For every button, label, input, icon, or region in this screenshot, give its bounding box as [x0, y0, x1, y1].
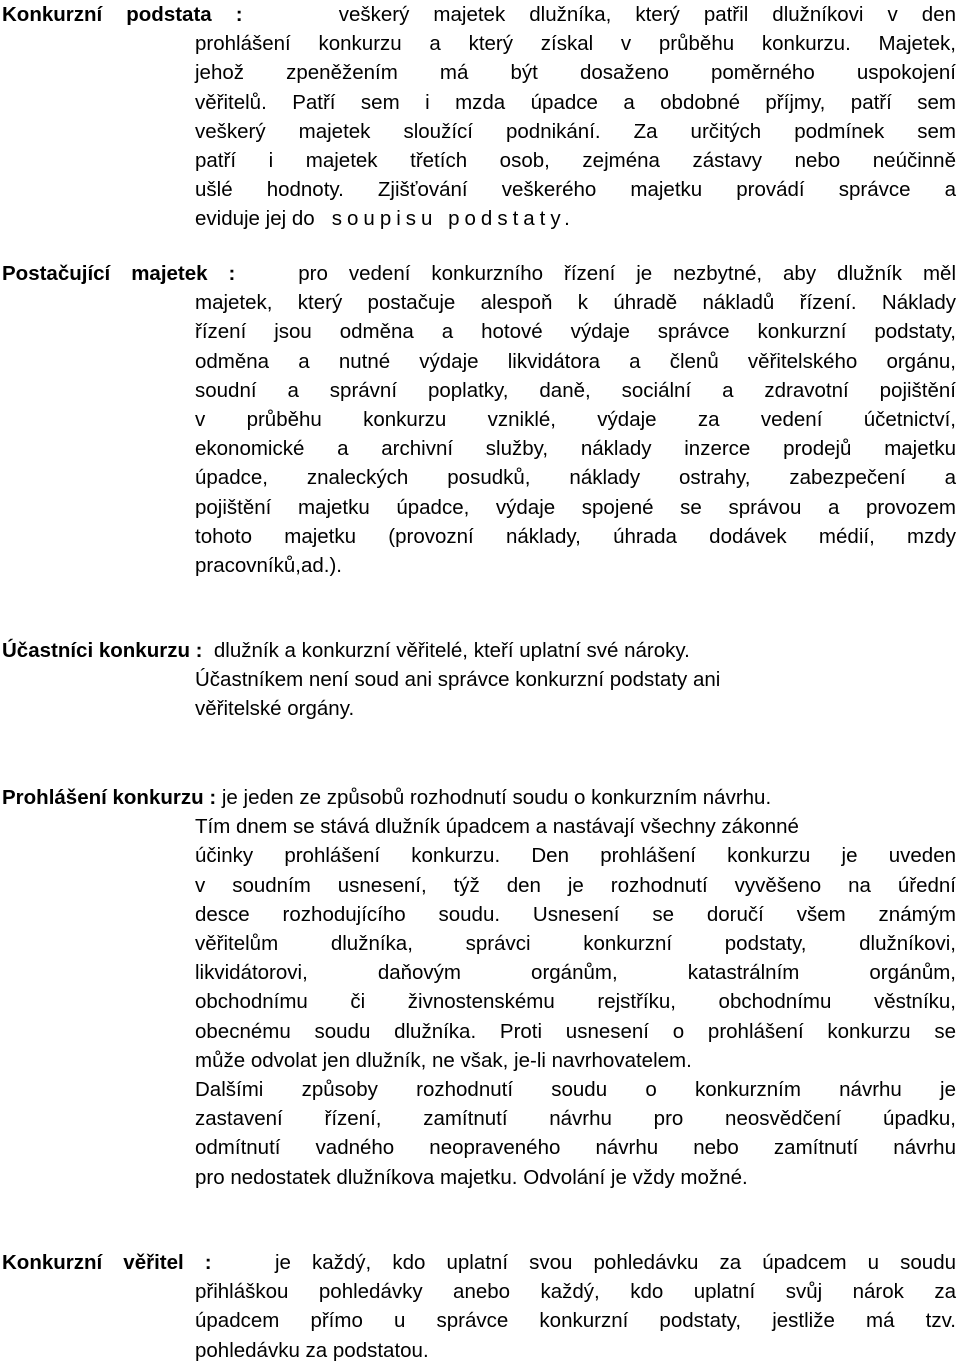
entry-text-line: obchodnímu či živnostenskému rejstříku, obchodnímu věstníku, [195, 990, 956, 1014]
entry-text-line: pracovníků,ad.). [195, 554, 342, 578]
entry-text-line: odmítnutí vadného neopraveného návrhu nebo zamítnutí návrhu [195, 1136, 956, 1160]
entry-text-line: soudní a správní poplatky, daně, sociální a zdravotní pojištění [195, 378, 956, 402]
entry-text-line: v soudním usnesení, týž den je rozhodnutí vyvěšeno na úřední [195, 873, 956, 897]
entry-text-line: tohoto majetku (provozní náklady, úhrada dodávek médií, mzdy [195, 524, 956, 548]
entry-text-fragment: eviduje jej do [195, 207, 315, 231]
entry-first-line [2, 636, 956, 665]
entry-ucastnici-konkurzu [2, 636, 956, 724]
entry-text-line: pro nedostatek dlužníkova majetku. Odvolání je vždy možné. [195, 1165, 748, 1189]
entry-term: Prohlášení konkurzu : [2, 786, 217, 809]
entry-term: Postačující majetek : [2, 262, 236, 285]
entry-text-line: řízení jsou odměna a hotové výdaje správce konkurzní podstaty, [195, 320, 956, 344]
entry-text-line: je jeden ze způsobů rozhodnutí soudu o konkurzním návrhu. [221, 786, 772, 809]
entry-text-line: patří i majetek třetích osob, zejména zástavy nebo neúčinně [195, 149, 956, 173]
entry-text-line: účinky prohlášení konkurzu. Den prohlášení konkurzu je uveden [195, 844, 956, 868]
entry-text-line: ekonomické a archivní služby, náklady inzerce prodejů majetku [195, 437, 956, 461]
entry-text-line: veškerý majetek dlužníka, který patřil dlužníkovi v den [338, 3, 956, 26]
entry-text-line [195, 204, 956, 233]
entry-konkurzni-podstata [2, 0, 956, 234]
entry-spaced-text: soupisu podstaty. [331, 207, 575, 231]
entry-text-line: desce rozhodujícího soudu. Usnesení se doručí všem známým [195, 902, 956, 926]
entry-text-line: prohlášení konkurzu a který získal v průběhu konkurzu. Majetek, [195, 32, 956, 56]
entry-term: Konkurzní podstata : [2, 3, 243, 26]
entry-first-line [2, 259, 956, 288]
entry-text-line: věřitelské orgány. [195, 697, 355, 721]
entry-term: Konkurzní věřitel : [2, 1251, 212, 1274]
entry-text-line: Tím dnem se stává dlužník úpadcem a nastávají všechny zákonné [195, 815, 799, 839]
entry-text-line: je každý, kdo uplatní svou pohledávku za úpadcem u soudu [274, 1251, 956, 1274]
entry-text-line: obecnému soudu dlužníka. Proti usnesení o prohlášení konkurzu se [195, 1019, 956, 1043]
entry-text-line: může odvolat jen dlužník, ne však, je-li navrhovatelem. [195, 1048, 692, 1072]
entry-text-line: přihláškou pohledávky anebo každý, kdo uplatní svůj nárok za [195, 1280, 956, 1304]
entry-first-line [2, 783, 956, 812]
entry-term: Účastníci konkurzu : [2, 639, 203, 662]
entry-text-line: Účastníkem není soud ani správce konkurzní podstaty ani [195, 668, 721, 692]
entry-text-line: úpadce, znaleckých posudků, náklady ostrahy, zabezpečení a [195, 466, 956, 490]
entry-text-line: Dalšími způsoby rozhodnutí soudu o konkurzním návrhu je [195, 1078, 956, 1102]
entry-text-line: úpadcem přímo u správce konkurzní podstaty, jestliže má tzv. [195, 1309, 956, 1333]
entry-text-line: zastavení řízení, zamítnutí návrhu pro neosvědčení úpadku, [195, 1107, 956, 1131]
entry-text-line: veškerý majetek sloužící podnikání. Za určitých podmínek sem [195, 119, 956, 143]
entry-text-line: likvidátorovi, daňovým orgánům, katastrálním orgánům, [195, 961, 956, 985]
entry-text-line: v průběhu konkurzu vzniklé, výdaje za vedení účetnictví, [195, 408, 956, 432]
entry-text-line: majetek, který postačuje alespoň k úhradě nákladů řízení. Náklady [195, 291, 956, 315]
entry-text-line: dlužník a konkurzní věřitelé, kteří uplatní své nároky. [213, 639, 690, 662]
entry-text-line: pro vedení konkurzního řízení je nezbytné, aby dlužník měl [298, 262, 957, 285]
entry-konkurzni-veritel [2, 1248, 956, 1365]
entry-prohlaseni-konkurzu [2, 783, 956, 1192]
entry-first-line [2, 0, 956, 29]
entry-text-line: věřitelů. Patří sem i mzda úpadce a obdobné příjmy, patří sem [195, 90, 956, 114]
entry-text-line: odměna a nutné výdaje likvidátora a členů věřitelského orgánu, [195, 349, 956, 373]
entry-postacujici-majetek [2, 259, 956, 580]
entry-text-line: pojištění majetku úpadce, výdaje spojené se správou a provozem [195, 495, 956, 519]
entry-text-line: věřitelům dlužníka, správci konkurzní podstaty, dlužníkovi, [195, 932, 956, 956]
entry-text-line: pohledávku za podstatou. [195, 1338, 429, 1362]
entry-text-line: ušlé hodnoty. Zjišťování veškerého majetku provádí správce a [195, 178, 956, 202]
entry-first-line [2, 1248, 956, 1277]
entry-text-line: jehož zpeněžením má být dosaženo poměrného uspokojení [195, 61, 956, 85]
